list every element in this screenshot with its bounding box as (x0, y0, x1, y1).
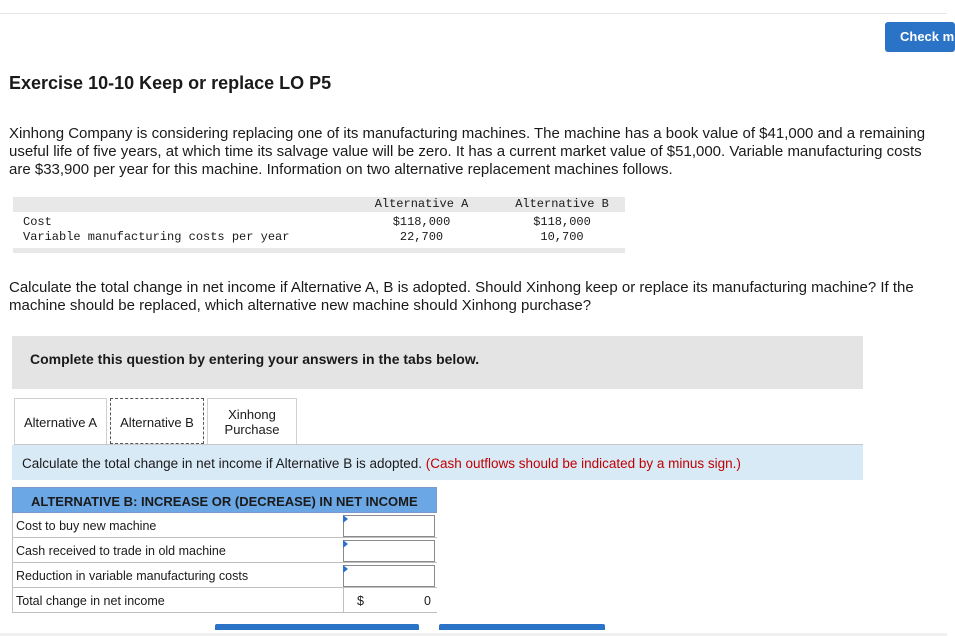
tab-xinhong-purchase-line1: Xinhong (228, 407, 276, 422)
next-tab-button[interactable] (439, 624, 605, 630)
alternatives-data-table (13, 197, 625, 253)
calculation-instruction (12, 445, 863, 480)
row-label-cost: Cost (23, 215, 52, 229)
table-left-border (12, 513, 13, 612)
total-change-cell (343, 588, 437, 612)
total-change-value: 0 (424, 594, 431, 608)
row-label-variable-costs: Variable manufacturing costs per year (23, 230, 290, 244)
alternative-b-table-header: ALTERNATIVE B: INCREASE OR (DECREASE) IN NET INCOME (12, 487, 437, 513)
tab-xinhong-purchase-line2: Purchase (224, 422, 280, 437)
cost-alternative-b: $118,000 (533, 215, 591, 229)
data-table-body (13, 212, 625, 248)
problem-description: Xinhong Company is considering replacing one of its manufacturing machines. The machine has a book value of $41,000 and a remaining useful life of five years, at which time its salvage value will be zero. It has a current market value of $51,000. Variable manufacturing costs are $33,900 per year for this machine. Information on two alternative replacement machines follows. (9, 125, 926, 178)
instruction-box (12, 336, 863, 389)
question-text: Calculate the total change in net income if Alternative A, B is adopted. Should Xinhong keep or replace its manufacturing machine? If the machine should be replaced, which alternative new machine should Xinhong purchase? (9, 279, 914, 314)
total-currency-symbol: $ (357, 594, 364, 608)
total-row (12, 588, 437, 613)
tab-alternative-a[interactable]: Alternative A (14, 398, 107, 444)
header-alternative-a: Alternative A (374, 197, 469, 211)
table-row (12, 563, 437, 588)
data-table-footer (13, 248, 625, 253)
header-alternative-b: Alternative B (515, 197, 609, 211)
data-table-header (13, 197, 625, 212)
row-label-trade-in: Cash received to trade in old machine (16, 544, 226, 558)
cost-alternative-a: $118,000 (392, 215, 451, 229)
table-row (12, 538, 437, 563)
prev-tab-button[interactable] (215, 624, 419, 630)
cash-outflow-note: (Cash outflows should be indicated by a minus sign.) (425, 456, 741, 471)
row-label-cost-new-machine: Cost to buy new machine (16, 519, 157, 533)
cost-new-machine-input[interactable] (343, 515, 435, 537)
row-label-variable-cost-reduction: Reduction in variable manufacturing costs (16, 569, 249, 583)
tab-xinhong-purchase[interactable] (207, 398, 297, 444)
top-divider (0, 13, 947, 14)
variable-costs-alternative-b: 10,700 (540, 230, 584, 244)
table-row (12, 513, 437, 538)
tab-alternative-b[interactable]: Alternative B (110, 398, 204, 444)
trade-in-input[interactable] (343, 540, 435, 562)
instruction-text: Complete this question by entering your answers in the tabs below. (30, 351, 480, 367)
check-my-work-button[interactable]: Check m (885, 22, 955, 52)
row-label-total-change: Total change in net income (16, 594, 165, 608)
page-title: Exercise 10-10 Keep or replace LO P5 (9, 73, 332, 93)
variable-costs-alternative-a: 22,700 (399, 230, 444, 244)
alternative-b-table (12, 487, 437, 613)
variable-cost-reduction-input[interactable] (343, 565, 435, 587)
calculation-text: Calculate the total change in net income if Alternative B is adopted. (22, 456, 426, 471)
